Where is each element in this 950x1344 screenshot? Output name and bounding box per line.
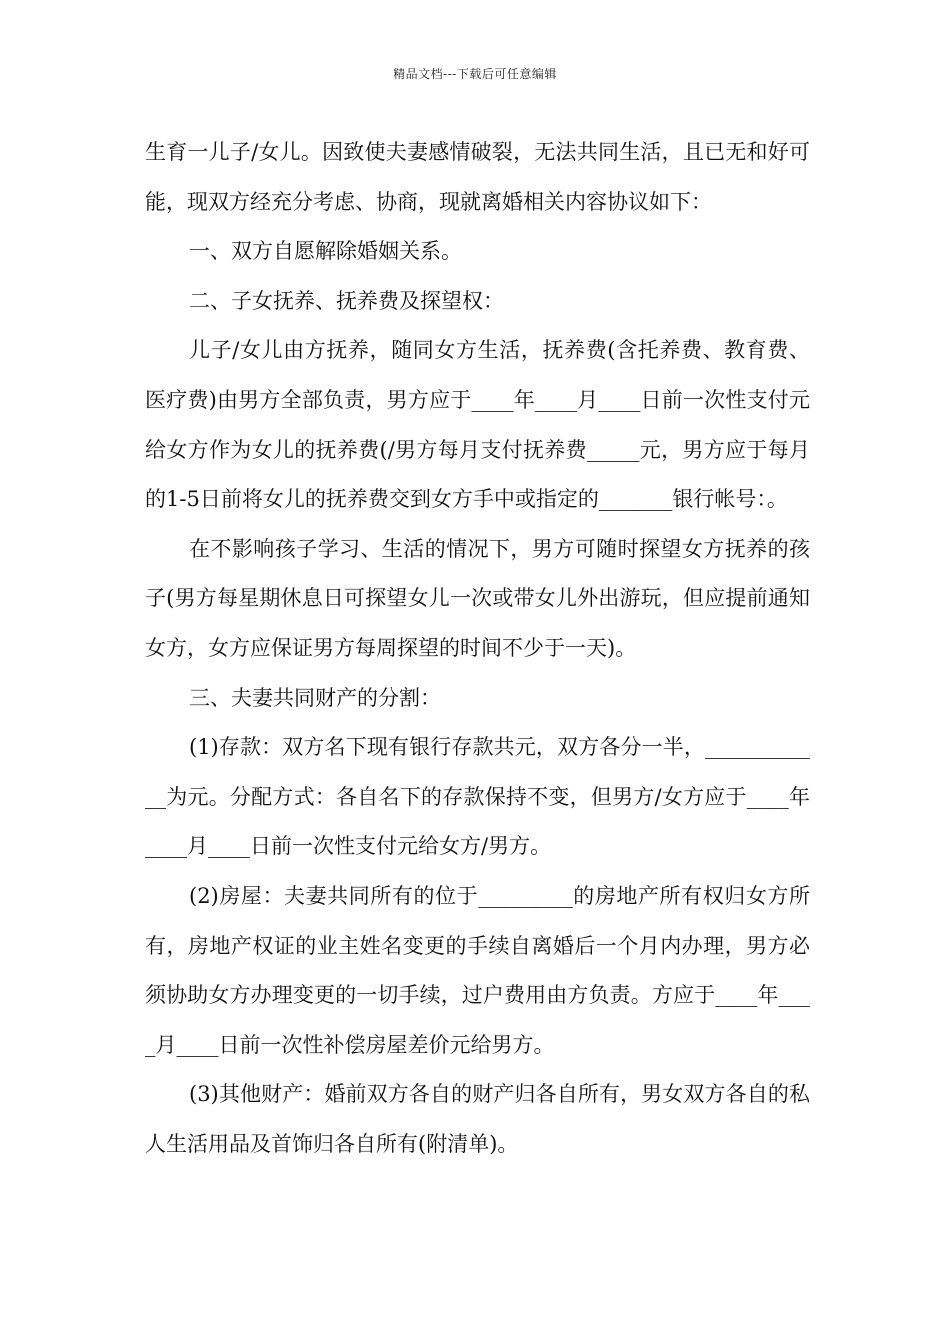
paragraph-section-1: 一、双方自愿解除婚姻关系。: [189, 239, 462, 264]
paragraph-visitation: 在不影响孩子学习、生活的情况下，男方可随时探望女方抚养的孩子(男方每星期休息日可探望女儿一次或带女儿外出游玩，但应提前通知女方，女方应保证男方每周探望的时间不少于一天)。: [145, 536, 810, 660]
paragraph-section-3-heading: 三、夫妻共同财产的分割：: [189, 685, 441, 710]
paragraph-section-2-heading: 二、子女抚养、抚养费及探望权：: [189, 288, 504, 313]
paragraph-deposits: (1)存款：双方名下现有银行存款共元，双方各分一半，____________为元。分配方式：各自名下的存款保持不变，但男方/女方应于____年____月____日前一次性支付元给女方/男方。: [145, 735, 810, 859]
paragraph-house: (2)房屋：夫妻共同所有的位于_________的房地产所有权归女方所有，房地产权证的业主姓名变更的手续自离婚后一个月内办理，男方必须协助女方办理变更的一切手续，过户费用由方负责。方应于____年____月____日前一次性补偿房屋差价元给男方。: [145, 883, 810, 1057]
paragraph-child-support: 儿子/女儿由方抚养，随同女方生活，抚养费(含托养费、教育费、医疗费)由男方全部负责，男方应于____年____月____日前一次性支付元给女方作为女儿的抚养费(/男方每月支付抚养费_____元，男方应于每月的1-5日前将女儿的抚养费交到女方手中或指定的_______银行帐号：。: [145, 338, 810, 512]
page-header: 精品文档---下载后可任意编辑: [393, 67, 557, 81]
paragraph-other-property: (3)其他财产：婚前双方各自的财产归各自所有，男女双方各自的私人生活用品及首饰归各自所有(附清单)。: [145, 1082, 810, 1156]
document-body: [145, 128, 810, 1169]
paragraph-children-intro: 生育一儿子/女儿。因致使夫妻感情破裂，无法共同生活，且已无和好可能，现双方经充分考虑、协商，现就离婚相关内容协议如下：: [145, 140, 810, 214]
